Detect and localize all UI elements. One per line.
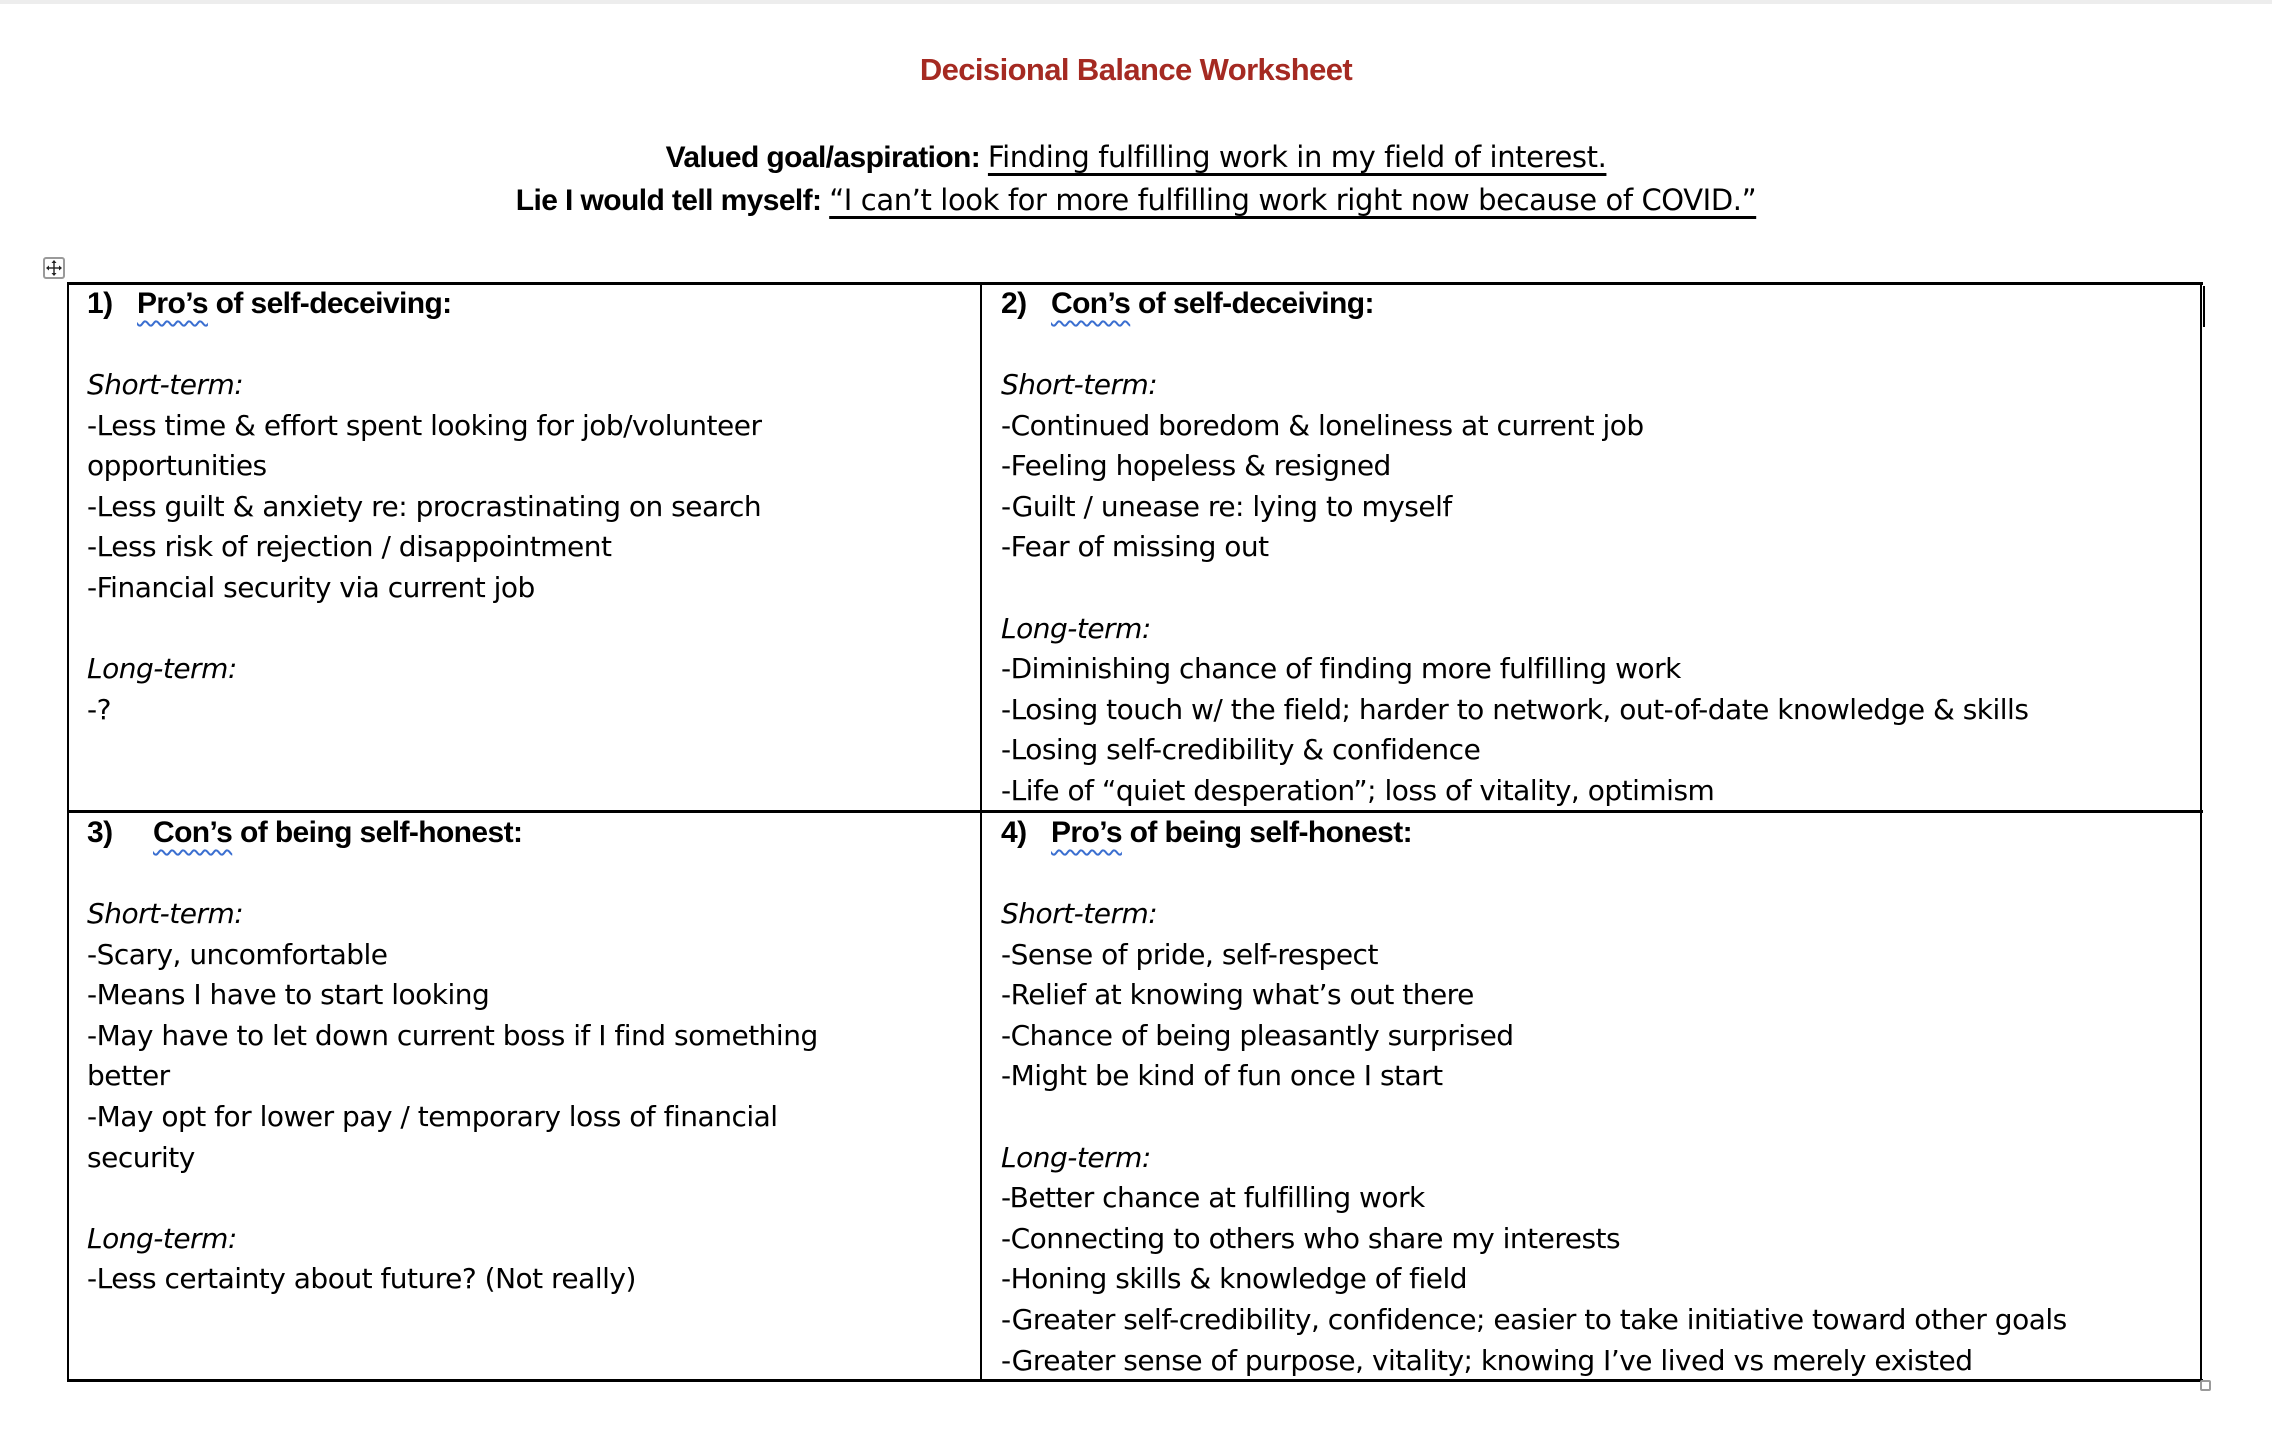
list-item: security xyxy=(87,1140,195,1174)
cell-heading xyxy=(1001,813,2200,854)
cell-body xyxy=(1001,325,2200,812)
section-label: Short-term: xyxy=(1001,368,1158,402)
blank-line xyxy=(87,325,980,366)
blank-line xyxy=(87,854,980,895)
cell-heading xyxy=(87,813,980,854)
list-item: -Greater self-credibility, confidence; easier to take initiative toward other goals xyxy=(1001,1303,2067,1337)
list-item: -Might be kind of fun once I start xyxy=(1001,1059,1443,1093)
list-item: -May have to let down current boss if I find something xyxy=(87,1018,818,1052)
table-resize-handle-icon[interactable] xyxy=(2200,1380,2211,1391)
cell-heading-text: of being self-honest: xyxy=(232,816,523,849)
section-label: Long-term: xyxy=(1001,611,1151,645)
cell-heading-text: of self-deceiving: xyxy=(1130,287,1374,320)
section-label: Long-term: xyxy=(87,652,237,686)
list-item: -Less time & effort spent looking for job/volunteer xyxy=(87,408,762,442)
document-title: Decisional Balance Worksheet xyxy=(919,52,1353,87)
text-insertion-cursor xyxy=(2203,286,2205,327)
cell-heading xyxy=(1001,284,2200,325)
list-item: -Chance of being pleasantly surprised xyxy=(1001,1018,1514,1052)
list-item: -Life of “quiet desperation”; loss of vitality, optimism xyxy=(1001,774,1715,808)
cell-body xyxy=(1001,854,2200,1382)
list-item: better xyxy=(87,1059,170,1093)
spellcheck-flagged-word[interactable]: Pro’s xyxy=(137,287,208,320)
blank-line xyxy=(1001,568,2200,609)
blank-line xyxy=(1001,1097,2200,1138)
lie-separator: : xyxy=(812,184,830,217)
cell-number: 2) xyxy=(1001,287,1027,320)
list-item: -Losing touch w/ the field; harder to network, out-of-date knowledge & skills xyxy=(1001,692,2029,726)
list-item: -Means I have to start looking xyxy=(87,978,490,1012)
cell-number: 3) xyxy=(87,816,113,849)
cell-heading xyxy=(87,284,980,325)
table-move-handle[interactable] xyxy=(43,257,65,279)
list-item: -Less risk of rejection / disappointment xyxy=(87,530,612,564)
lie-line xyxy=(0,183,2272,218)
list-item: -Losing self-credibility & confidence xyxy=(1001,733,1481,767)
list-item: -Less guilt & anxiety re: procrastinating on search xyxy=(87,489,762,523)
section-label: Short-term: xyxy=(87,897,244,931)
window-top-edge xyxy=(0,0,2272,4)
section-label: Short-term: xyxy=(1001,897,1158,931)
spellcheck-flagged-word[interactable]: Con’s xyxy=(153,816,233,849)
lie-label: Lie I would tell myself xyxy=(515,184,813,217)
section-label: Long-term: xyxy=(1001,1140,1151,1174)
list-item: -Fear of missing out xyxy=(1001,530,1269,564)
goal-separator: : xyxy=(970,141,988,174)
list-item: -Continued boredom & loneliness at current job xyxy=(1001,408,1644,442)
list-item: -Less certainty about future? (Not really) xyxy=(87,1262,636,1296)
table-border-right xyxy=(2200,282,2202,1382)
goal-label: Valued goal/aspiration xyxy=(665,141,971,174)
goal-line xyxy=(0,140,2272,175)
cell-number: 1) xyxy=(87,287,113,320)
list-item: opportunities xyxy=(87,449,267,483)
list-item: -Sense of pride, self-respect xyxy=(1001,937,1378,971)
blank-line xyxy=(87,609,980,650)
spellcheck-flagged-word[interactable]: Con’s xyxy=(1051,287,1131,320)
list-item: -Diminishing chance of finding more fulfilling work xyxy=(1001,652,1681,686)
cell-body xyxy=(87,854,980,1301)
list-item: -May opt for lower pay / temporary loss of financial xyxy=(87,1100,778,1134)
list-item: -Scary, uncomfortable xyxy=(87,937,388,971)
list-item: -Relief at knowing what’s out there xyxy=(1001,978,1474,1012)
list-item: -? xyxy=(87,692,111,726)
blank-line xyxy=(1001,854,2200,895)
move-arrows-icon xyxy=(46,260,62,276)
cell-pros-self-deceiving[interactable] xyxy=(68,284,980,810)
spellcheck-flagged-word[interactable]: Pro’s xyxy=(1051,816,1122,849)
list-item: -Greater sense of purpose, vitality; knowing I’ve lived vs merely existed xyxy=(1001,1343,1973,1377)
cell-heading-text: of being self-honest: xyxy=(1121,816,1413,849)
section-label: Short-term: xyxy=(87,368,244,402)
cell-body xyxy=(87,325,980,731)
blank-line xyxy=(87,1178,980,1219)
list-item: -Financial security via current job xyxy=(87,571,535,605)
cell-heading-text: of self-deceiving: xyxy=(207,287,452,320)
blank-line xyxy=(1001,325,2200,366)
cell-pros-self-honest[interactable] xyxy=(982,813,2200,1379)
list-item: -Better chance at fulfilling work xyxy=(1001,1181,1425,1215)
section-label: Long-term: xyxy=(87,1221,237,1255)
list-item: -Feeling hopeless & resigned xyxy=(1001,449,1391,483)
list-item: -Guilt / unease re: lying to myself xyxy=(1001,489,1452,523)
cell-cons-self-deceiving[interactable] xyxy=(982,284,2200,810)
list-item: -Honing skills & knowledge of field xyxy=(1001,1262,1468,1296)
cell-number: 4) xyxy=(1001,816,1027,849)
cell-cons-self-honest[interactable] xyxy=(68,813,980,1379)
lie-value[interactable]: “I can’t look for more fulfilling work right now because of COVID.” xyxy=(829,183,1757,217)
goal-value[interactable]: Finding fulfilling work in my field of interest. xyxy=(987,140,1607,174)
list-item: -Connecting to others who share my interests xyxy=(1001,1221,1621,1255)
